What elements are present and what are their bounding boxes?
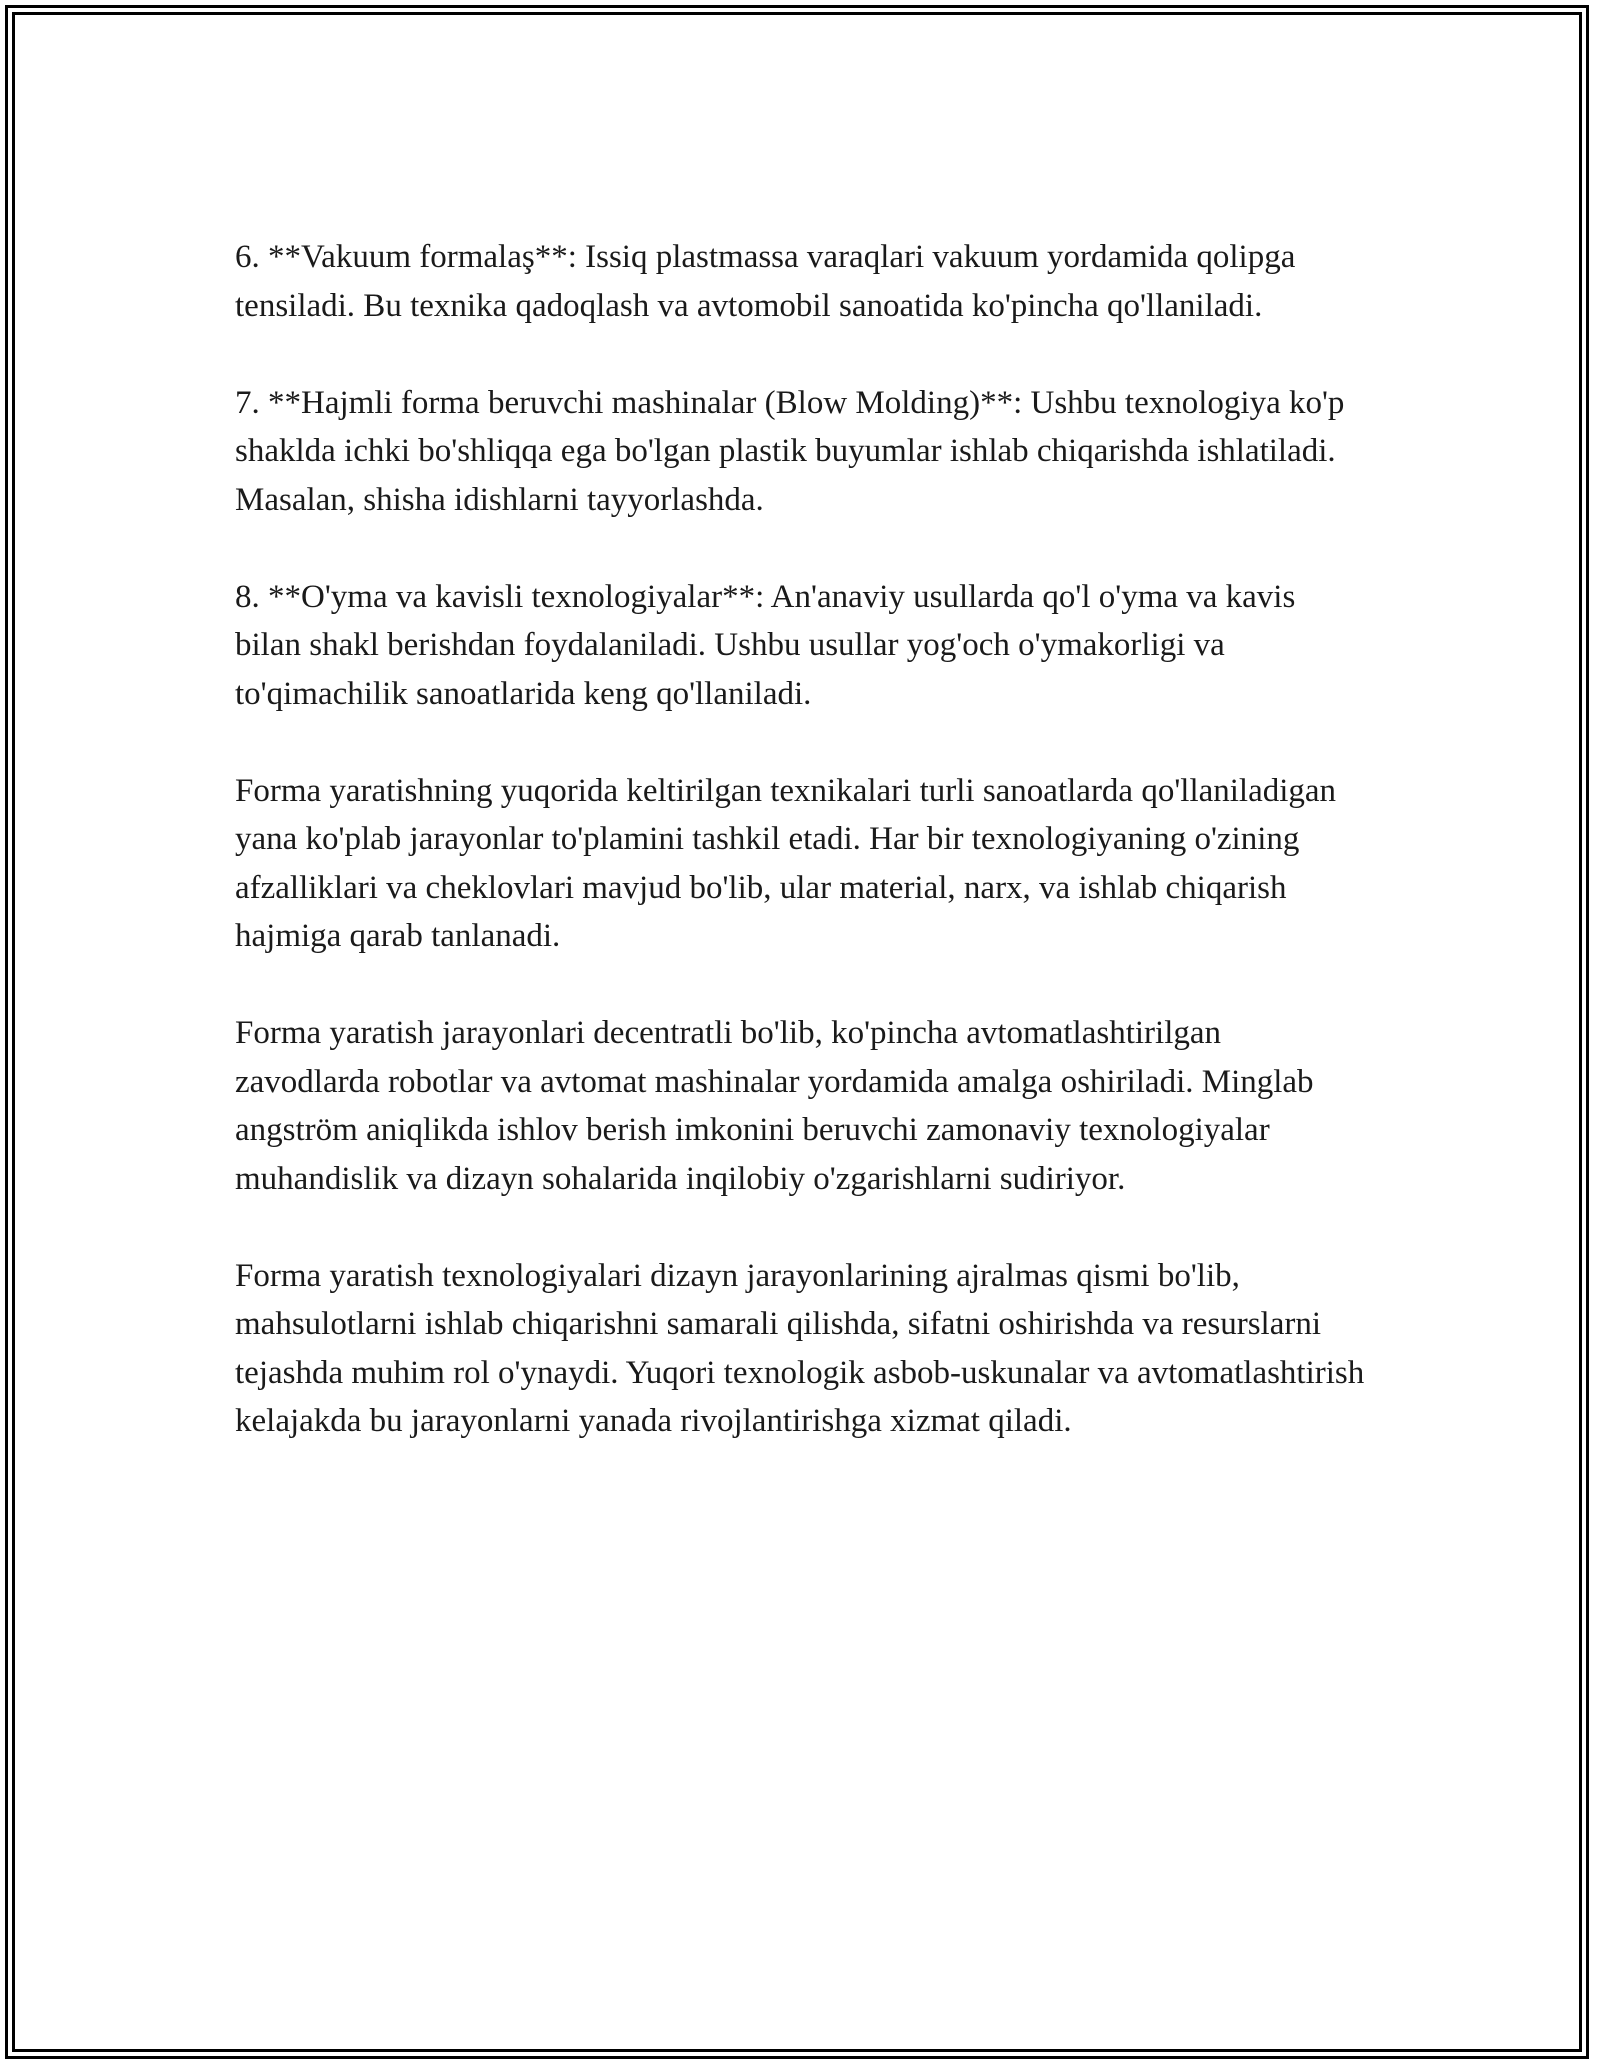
paragraph-blow-molding: 7. **Hajmli forma beruvchi mashinalar (Blow Molding)**: Ushbu texnologiya ko'p shaklda ichki bo'shliqqa ega bo'lgan plastik buyumlar ishlab chiqarishda ishlatiladi. Masalan, shisha idishlarni tayyorlashda. <box>235 384 1345 518</box>
paragraph-vakuum-formalash: 6. **Vakuum formalaş**: Issiq plastmassa varaqlari vakuum yordamida qolipga tensiladi. Bu texnika qadoqlash va avtomobil sanoatida ko'pincha qo'llaniladi. <box>235 239 1296 324</box>
document-body <box>235 233 1365 1494</box>
paragraph-oyma-kavisli: 8. **O'yma va kavisli texnologiyalar**: An'anaviy usullarda qo'l o'yma va kavis bilan shakl berishdan foydalaniladi. Ushbu usullar yog'och o'ymakorligi va to'qimachilik sanoatlarida keng qo'llaniladi. <box>235 578 1296 712</box>
paragraph-avtomatlashtirish: Forma yaratish jarayonlari decentratli bo'lib, ko'pincha avtomatlashtirilgan zavodlarda robotlar va avtomat mashinalar yordamida amalga oshiriladi. Minglab angström aniqlikda ishlov berish imkonini beruvchi zamonaviy texnologiyalar muhandislik va dizayn sohalarida inqilobiy o'zgarishlarni sudiriyor. <box>235 1015 1314 1197</box>
paragraph-texnikalar-summary: Forma yaratishning yuqorida keltirilgan texnikalari turli sanoatlarda qo'llaniladigan yana ko'plab jarayonlar to'plamini tashkil etadi. Har bir texnologiyaning o'zining afzalliklari va cheklovlari mavjud bo'lib, ular material, narx, va ishlab chiqarish hajmiga qarab tanlanadi. <box>235 772 1337 954</box>
paragraph-conclusion: Forma yaratish texnologiyalari dizayn jarayonlarining ajralmas qismi bo'lib, mahsulotlarni ishlab chiqarishni samarali qilishda, sifatni oshirishda va resurslarni tejashda muhim rol o'ynaydi. Yuqori texnologik asbob-uskunalar va avtomatlashtirish kelajakda bu jarayonlarni yanada rivojlantirishga xizmat qiladi. <box>235 1257 1365 1439</box>
